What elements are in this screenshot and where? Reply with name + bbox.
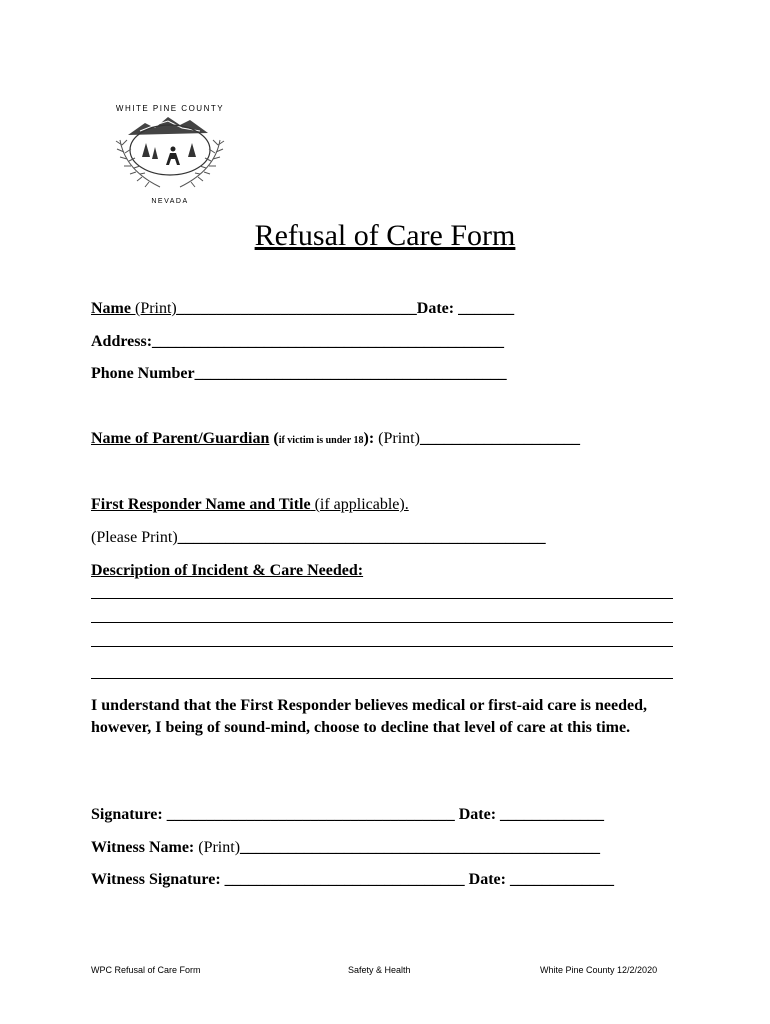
- guardian-field[interactable]: ____________________: [419, 430, 580, 447]
- phone-row: [91, 364, 507, 384]
- name-field[interactable]: ______________________________: [176, 300, 417, 317]
- date-field[interactable]: _______: [454, 300, 515, 317]
- seal-top-text: WHITE PINE COUNTY: [115, 104, 225, 113]
- guardian-paren-open: (: [269, 430, 279, 447]
- footer-center: Safety & Health: [348, 965, 411, 975]
- description-line-2[interactable]: [91, 622, 673, 623]
- address-row: [91, 332, 504, 352]
- witness-date-label: Date:: [464, 871, 506, 888]
- name-label: Name: [91, 300, 131, 317]
- guardian-row: [91, 429, 580, 451]
- county-seal-logo: [100, 95, 240, 210]
- signature-field[interactable]: ____________________________________: [162, 806, 455, 823]
- responder-note: (if applicable).: [310, 496, 409, 513]
- refusal-statement: I understand that the First Responder believes medical or first-aid care is needed, however, I being of sound-mind, choose to decline that level of care at this time.: [91, 697, 647, 736]
- witness-name-field[interactable]: _____________________________________________: [240, 839, 601, 856]
- signature-date-label: Date:: [454, 806, 497, 823]
- witness-signature-label: Witness Signature:: [91, 871, 221, 888]
- description-line-4[interactable]: [91, 678, 673, 679]
- laurel-left-icon: [116, 140, 160, 187]
- name-row: [91, 299, 514, 319]
- seal-bottom-text: NEVADA: [151, 198, 189, 205]
- guardian-paren-close: ):: [363, 430, 375, 447]
- guardian-print-label: (Print): [374, 430, 420, 447]
- address-label: Address:: [91, 333, 153, 350]
- description-label: Description of Incident & Care Needed:: [91, 562, 364, 579]
- witness-signature-field[interactable]: ______________________________: [220, 871, 465, 888]
- mountains-icon: [128, 117, 208, 135]
- phone-label: Phone Number: [91, 365, 195, 382]
- witness-date-field[interactable]: _____________: [505, 871, 614, 888]
- description-line-1[interactable]: [91, 598, 673, 599]
- name-print-label: (Print): [130, 300, 177, 317]
- description-line-3[interactable]: [91, 646, 673, 647]
- signature-label: Signature:: [91, 806, 163, 823]
- guardian-note: if victim is under 18: [278, 435, 364, 446]
- witness-name-print-label: (Print): [194, 839, 241, 856]
- guardian-label: Name of Parent/Guardian: [91, 430, 270, 447]
- address-field[interactable]: ____________________________________________: [152, 333, 505, 350]
- phone-field[interactable]: _______________________________________: [194, 365, 507, 382]
- laurel-right-icon: [180, 140, 224, 187]
- page-title: Refusal of Care Form: [254, 219, 516, 252]
- witness-name-row: [91, 838, 600, 858]
- signature-row: [91, 805, 604, 825]
- responder-row: [91, 495, 409, 515]
- please-print-row: [91, 528, 546, 548]
- date-label: Date:: [416, 300, 455, 317]
- responder-field[interactable]: ______________________________________________: [177, 529, 546, 546]
- witness-signature-row: [91, 870, 614, 890]
- footer-right: White Pine County 12/2/2020: [540, 965, 658, 975]
- footer-left: WPC Refusal of Care Form: [91, 965, 201, 975]
- responder-label: First Responder Name and Title: [91, 496, 311, 513]
- horse-rider-icon: [166, 153, 180, 165]
- please-print-label: (Please Print): [91, 529, 178, 546]
- witness-name-label: Witness Name:: [91, 839, 195, 856]
- signature-date-field[interactable]: _____________: [496, 806, 605, 823]
